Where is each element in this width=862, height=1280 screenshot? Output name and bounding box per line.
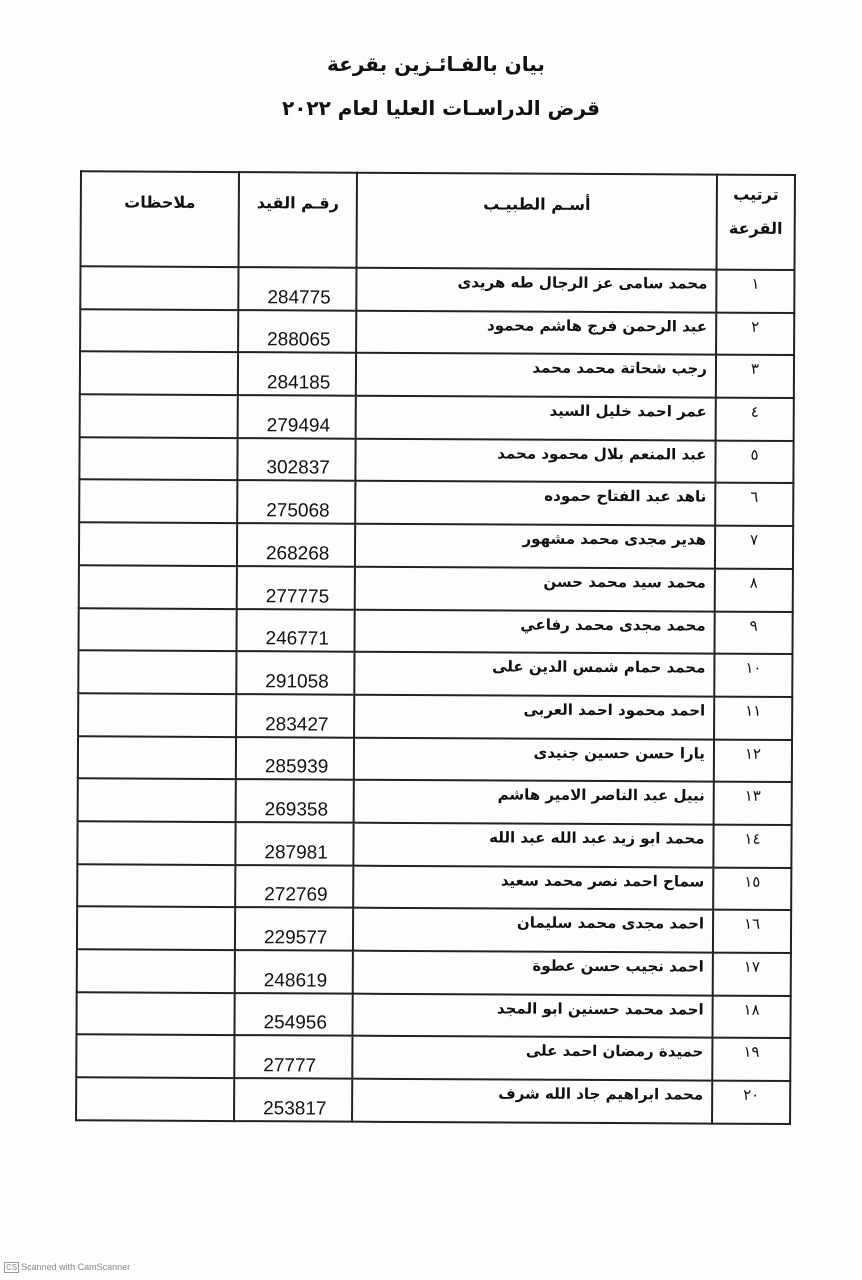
cell-rank: ٦ [715,483,793,526]
scanner-text: Scanned with CamScanner [21,1262,131,1272]
cell-id: 284775 [238,267,356,310]
table-row [80,352,794,398]
table-row [76,1077,790,1123]
cell-name: احمد نجيب حسن عطوة [353,951,713,996]
cell-name: يارا حسن حسين جنيدى [354,737,714,782]
cell-notes [76,1035,234,1079]
header-notes: ملاحظات [81,171,239,267]
cell-name: هدير مجدى محمد مشهور [355,524,715,569]
cell-rank: ١ [716,270,794,313]
cell-name: احمد محمود احمد العربى [354,695,714,740]
cell-notes [78,608,236,652]
cell-id: 284185 [238,352,356,395]
table-row [77,949,791,995]
cell-notes [78,778,236,822]
cell-name: نبيل عبد الناصر الامير هاشم [354,780,714,825]
header-rank: ترتيب القرعة [716,175,794,270]
cell-id: 291058 [236,651,354,694]
cell-name: ناهد عبد الفتاح حموده [355,481,715,526]
table-row [80,394,794,440]
table-row [79,522,793,568]
cell-rank: ١٠ [714,654,792,697]
cell-notes [77,864,235,908]
cell-name: سماح احمد نصر محمد سعيد [353,865,713,910]
cell-notes [78,736,236,780]
table-row [77,864,791,910]
cell-name: عمر احمد خليل السيد [356,396,716,441]
document-subtitle: قرض الدراسـات العليا لعام ٢٠٢٢ [282,96,600,120]
cell-name: محمد ابو زيد عبد الله عبد الله [353,823,713,868]
cell-notes [80,394,238,438]
cell-rank: ١٧ [713,953,791,996]
cell-rank: ١٢ [714,739,792,782]
cell-notes [79,565,237,609]
cell-id: 229577 [235,907,353,950]
cell-id: 288065 [238,310,356,353]
cell-name: عبد الرحمن فرج هاشم محمود [356,310,716,355]
table-row [80,266,794,312]
cell-rank: ١١ [714,696,792,739]
cell-rank: ١٩ [712,1038,790,1081]
cell-rank: ٤ [716,398,794,441]
cell-name: حميدة رمضان احمد على [352,1036,712,1081]
cell-rank: ١٨ [712,995,790,1038]
cell-notes [76,992,234,1036]
document-title: بيان بالفـائـزين بقرعة [327,52,545,76]
cell-rank: ٩ [714,611,792,654]
cell-name: رجب شحاتة محمد محمد [356,353,716,398]
table-row [79,480,793,526]
cell-id: 279494 [238,395,356,438]
camscanner-logo: CS [6,1263,18,1272]
cell-notes [80,352,238,396]
table-row [76,1035,790,1081]
scanner-watermark [4,1262,130,1273]
cell-rank: ٧ [715,526,793,569]
cell-id: 275068 [237,481,355,524]
cell-name: محمد سيد محمد حسن [355,567,715,612]
cell-name: احمد محمد حسنين ابو المجد [352,993,712,1038]
cell-id: 277775 [237,566,355,609]
cell-notes [79,522,237,566]
cell-notes [77,821,235,865]
cell-id: 268268 [237,523,355,566]
cell-rank: ٨ [715,568,793,611]
cell-id: 253817 [234,1078,352,1121]
header-name: أسـم الطبيـب [357,173,717,270]
cell-rank: ١٤ [713,825,791,868]
table-row [78,693,792,739]
cell-rank: ١٥ [713,867,791,910]
table-row [78,736,792,782]
cell-notes [77,907,235,951]
cell-id: 302837 [237,438,355,481]
table-row [78,650,792,696]
cell-rank: ١٦ [713,910,791,953]
cell-notes [76,1077,234,1121]
cell-notes [78,693,236,737]
table-header-row [81,171,795,270]
cell-id: 27777 [234,1035,352,1078]
table-row [78,778,792,824]
table-row [76,992,790,1038]
cell-name: احمد مجدى محمد سليمان [353,908,713,953]
cell-id: 269358 [236,779,354,822]
table-row [79,437,793,483]
table-row [78,608,792,654]
cell-notes [80,266,238,310]
cell-id: 287981 [235,822,353,865]
cell-id: 272769 [235,865,353,908]
cell-notes [80,309,238,353]
table-row [77,821,791,867]
cell-id: 283427 [236,694,354,737]
winners-table [75,170,796,1124]
cell-id: 248619 [235,950,353,993]
cell-notes [79,480,237,524]
cell-name: محمد مجدى محمد رفاعي [354,609,714,654]
cell-rank: ٢ [716,312,794,355]
cell-rank: ٥ [715,440,793,483]
cell-id: 254956 [234,993,352,1036]
table-row [80,309,794,355]
cell-rank: ٢٠ [712,1081,790,1124]
cell-name: محمد سامى عز الرجال طه هريدى [356,268,716,313]
cell-notes [79,437,237,481]
cell-id: 285939 [236,737,354,780]
table-row [79,565,793,611]
cell-rank: ٣ [716,355,794,398]
cell-id: 246771 [236,609,354,652]
table-row [77,907,791,953]
cell-notes [77,949,235,993]
cell-name: محمد ابراهيم جاد الله شرف [352,1079,712,1124]
header-id: رقـم القيد [239,172,357,268]
cell-name: عبد المنعم بلال محمود محمد [355,438,715,483]
cell-rank: ١٣ [714,782,792,825]
cell-notes [78,650,236,694]
cell-name: محمد حمام شمس الدين على [354,652,714,697]
